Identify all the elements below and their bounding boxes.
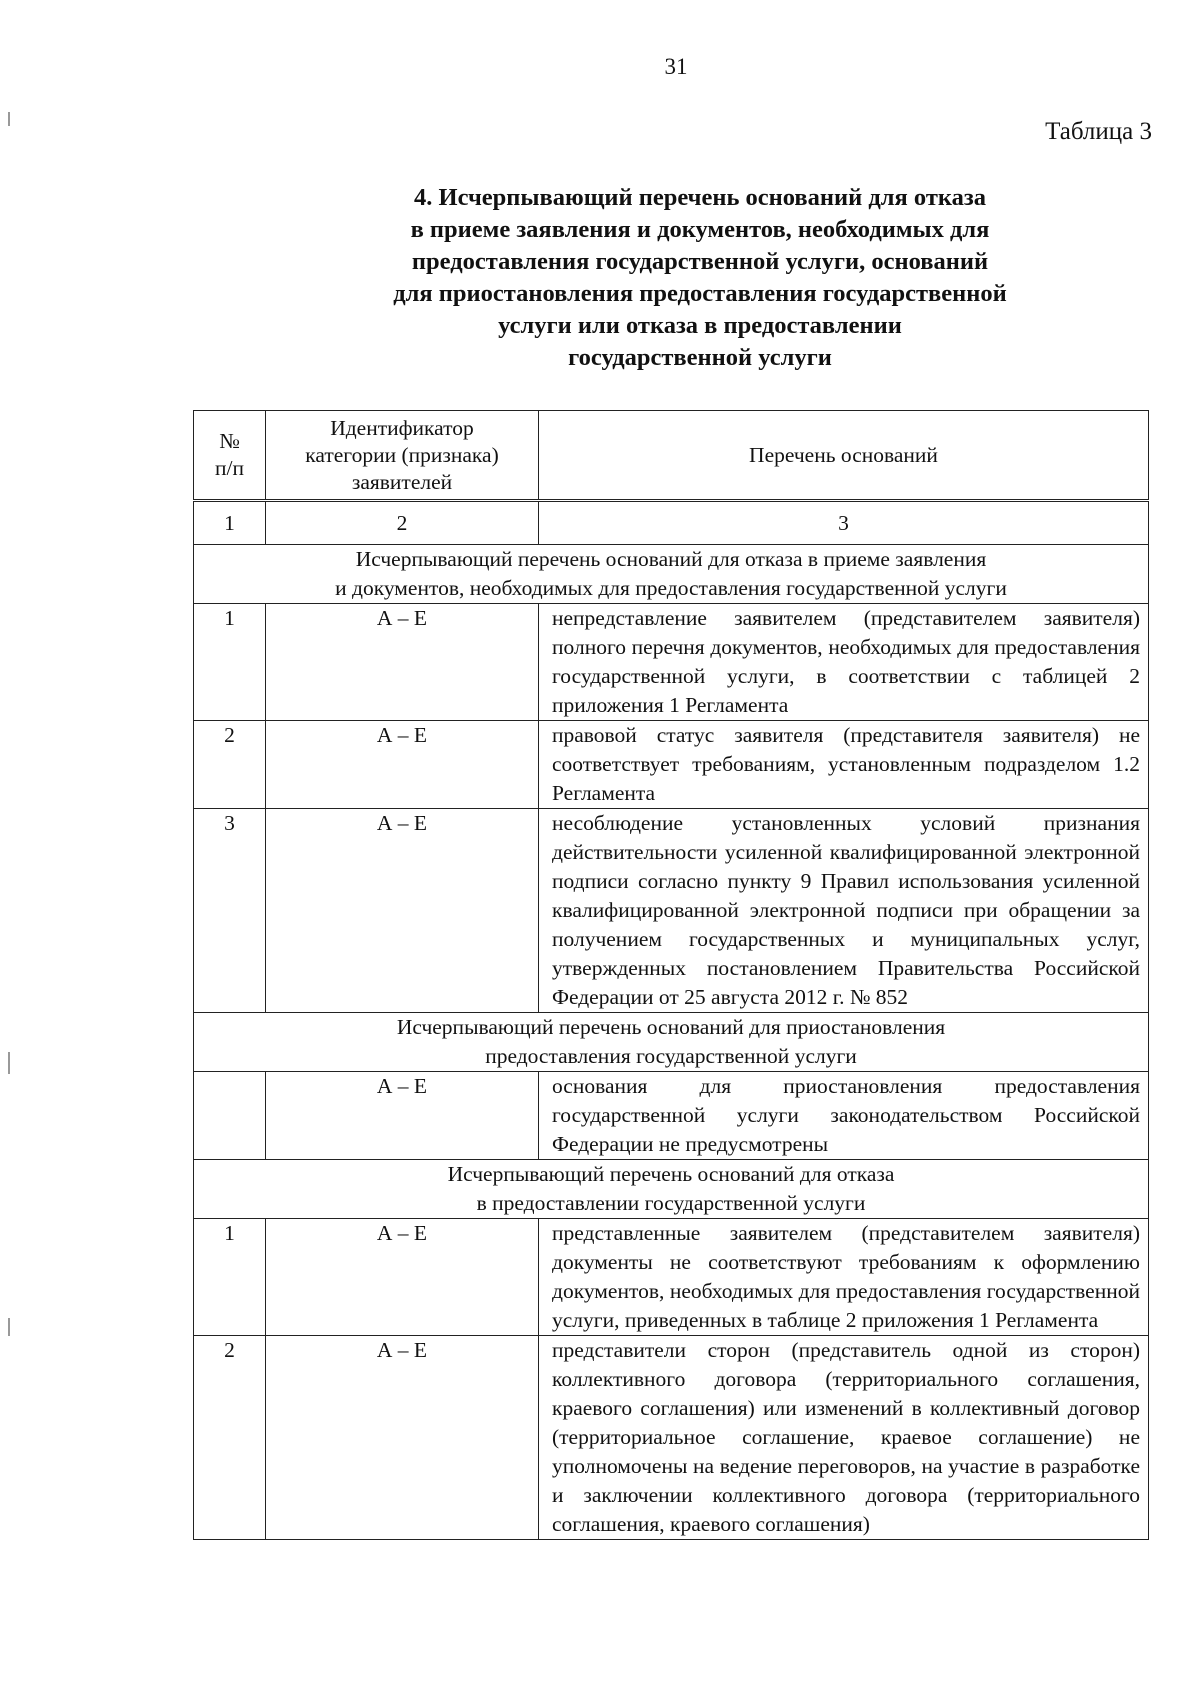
page-number: 31 <box>664 54 688 79</box>
section-title-line: Исчерпывающий перечень оснований для отказа <box>447 1162 895 1186</box>
section-title-line: Исчерпывающий перечень оснований для приостановления <box>396 1015 946 1039</box>
section-title-line: в предоставлении государственной услуги <box>476 1191 866 1215</box>
row-category: А – Е <box>266 604 539 721</box>
row-grounds: представители сторон (представитель одной из сторон) коллективного договора (территориального соглашения, краевого соглашения) или изменений в коллективный договор (территориальное соглашение, краевое соглашение) не уполномочены на ведение переговоров, на участие в разработке и заключении коллективного договора (территориального соглашения, краевого соглашения) <box>539 1336 1149 1540</box>
row-number: 1 <box>194 604 266 721</box>
column-number: 3 <box>539 501 1149 545</box>
section-header <box>194 1013 1149 1072</box>
title-line: услуги или отказа в предоставлении <box>498 312 902 339</box>
title-line: предоставления государственной услуги, оснований <box>411 248 989 275</box>
row-category: А – Е <box>266 1219 539 1336</box>
scan-speck <box>8 1318 10 1336</box>
header-grounds: Перечень оснований <box>539 411 1149 501</box>
section-title <box>194 545 1149 604</box>
row-category: А – Е <box>266 809 539 1013</box>
row-category: А – Е <box>266 721 539 809</box>
column-numbers-row <box>194 501 1149 545</box>
section-header <box>194 1160 1149 1219</box>
section-title-line: предоставления государственной услуги <box>485 1044 857 1068</box>
row-category: А – Е <box>266 1336 539 1540</box>
row-number <box>194 1072 266 1160</box>
row-grounds: непредставление заявителем (представителем заявителя) полного перечня документов, необходимых для предоставления государственной услуги, в соответствии с таблицей 2 приложения 1 Регламента <box>539 604 1149 721</box>
document-title <box>200 182 1200 374</box>
row-grounds: правовой статус заявителя (представителя заявителя) не соответствует требованиям, установленным подразделом 1.2 Регламента <box>539 721 1149 809</box>
title-line: 4. Исчерпывающий перечень оснований для отказа <box>414 184 986 211</box>
table-header-row <box>194 411 1149 501</box>
header-category: Идентификатор категории (признака) заявителей <box>266 411 539 501</box>
title-line: для приостановления предоставления государственной <box>393 280 1007 307</box>
header-number: № п/п <box>194 411 266 501</box>
column-number: 2 <box>266 501 539 545</box>
row-grounds: основания для приостановления предоставления государственной услуги законодательством Российской Федерации не предусмотрены <box>539 1072 1149 1160</box>
section-title-line: Исчерпывающий перечень оснований для отказа в приеме заявления <box>355 547 987 571</box>
scan-speck <box>8 1052 10 1074</box>
table-label: Таблица 3 <box>1045 118 1152 145</box>
grounds-table <box>193 410 1149 1540</box>
table-row <box>194 604 1149 721</box>
row-number: 1 <box>194 1219 266 1336</box>
row-number: 2 <box>194 721 266 809</box>
row-category: А – Е <box>266 1072 539 1160</box>
table-row <box>194 1336 1149 1540</box>
title-line: государственной услуги <box>568 344 832 371</box>
row-grounds: несоблюдение установленных условий признания действительности усиленной квалифицированной электронной подписи согласно пункту 9 Правил использования усиленной квалифицированной электронной подписи при обращении за получением государственных и муниципальных услуг, утвержденных постановлением Правительства Российской Федерации от 25 августа 2012 г. № 852 <box>539 809 1149 1013</box>
row-grounds: представленные заявителем (представителем заявителя) документы не соответствуют требованиям к оформлению документов, необходимых для предоставления государственной услуги, приведенных в таблице 2 приложения 1 Регламента <box>539 1219 1149 1336</box>
column-number: 1 <box>194 501 266 545</box>
table-row <box>194 1072 1149 1160</box>
table-row <box>194 721 1149 809</box>
section-title-line: и документов, необходимых для предоставления государственной услуги <box>335 576 1007 600</box>
table-row <box>194 1219 1149 1336</box>
section-title <box>194 1013 1149 1072</box>
section-title <box>194 1160 1149 1219</box>
row-number: 3 <box>194 809 266 1013</box>
table-row <box>194 809 1149 1013</box>
section-header <box>194 545 1149 604</box>
scan-speck <box>8 112 10 126</box>
title-line: в приеме заявления и документов, необходимых для <box>410 216 990 243</box>
row-number: 2 <box>194 1336 266 1540</box>
